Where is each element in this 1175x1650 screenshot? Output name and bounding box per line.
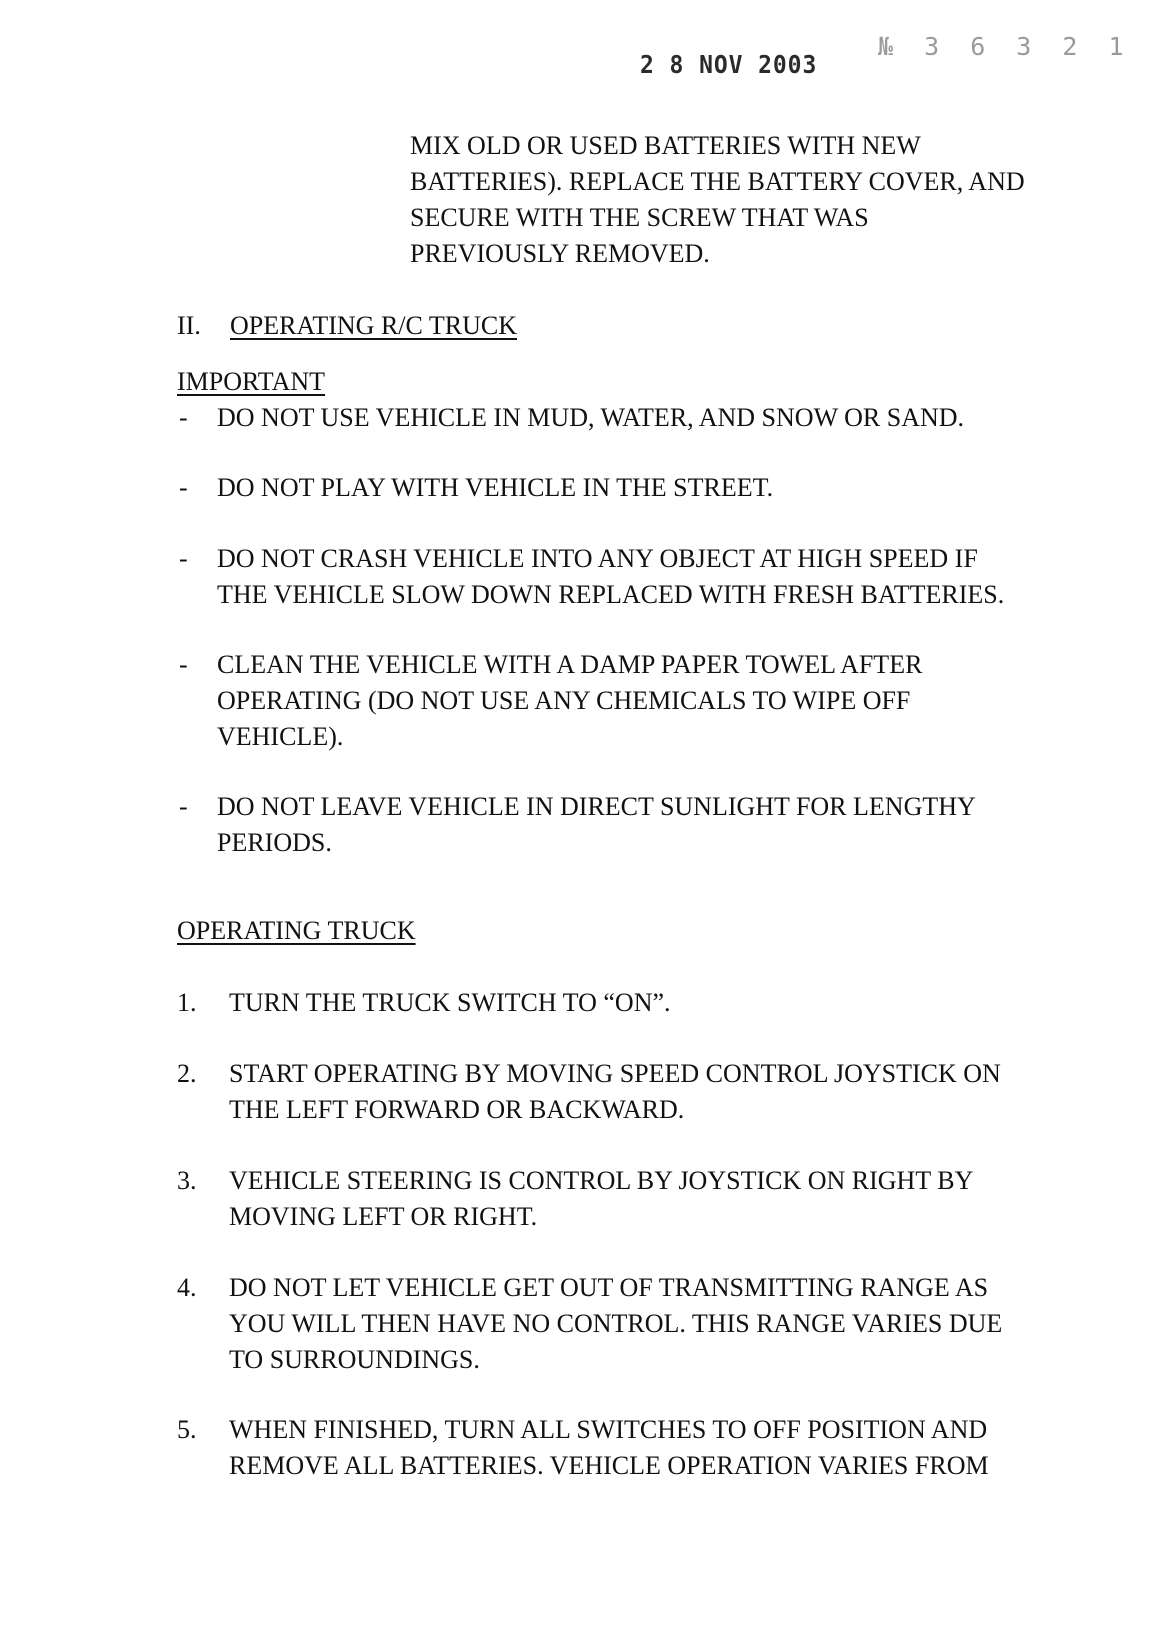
step-number: 5. [177, 1415, 197, 1444]
step-number: 2. [177, 1059, 197, 1088]
bullet-dash: - [179, 650, 188, 679]
continuation-paragraph [410, 128, 1110, 272]
operating-step [177, 1163, 1097, 1235]
bullet-dash: - [179, 403, 188, 432]
step-number: 3. [177, 1166, 197, 1195]
bullet-dash: - [179, 473, 188, 502]
important-item [177, 541, 1077, 613]
bullet-dash: - [179, 792, 188, 821]
item-line: DO NOT LEAVE VEHICLE IN DIRECT SUNLIGHT FOR LENGTHY [217, 792, 976, 821]
item-line: PERIODS. [217, 828, 332, 857]
step-line: REMOVE ALL BATTERIES. VEHICLE OPERATION VARIES FROM [229, 1451, 989, 1480]
important-item [177, 470, 1077, 506]
section-title: OPERATING R/C TRUCK [230, 311, 518, 340]
section-heading [177, 308, 517, 344]
important-item [177, 647, 1077, 755]
item-line: CLEAN THE VEHICLE WITH A DAMP PAPER TOWEL AFTER [217, 650, 923, 679]
paragraph-line: MIX OLD OR USED BATTERIES WITH NEW [410, 131, 921, 160]
step-line: VEHICLE STEERING IS CONTROL BY JOYSTICK ON RIGHT BY [229, 1166, 974, 1195]
bullet-dash: - [179, 544, 188, 573]
section-numeral: II. [177, 311, 201, 340]
item-line: DO NOT CRASH VEHICLE INTO ANY OBJECT AT HIGH SPEED IF [217, 544, 978, 573]
operating-step [177, 985, 1097, 1021]
operating-step [177, 1412, 1097, 1484]
step-line: START OPERATING BY MOVING SPEED CONTROL JOYSTICK ON [229, 1059, 1001, 1088]
important-item [177, 400, 1077, 436]
step-line: TURN THE TRUCK SWITCH TO “ON”. [229, 988, 671, 1017]
important-heading: IMPORTANT [177, 367, 326, 396]
operating-step [177, 1270, 1097, 1378]
step-line: THE LEFT FORWARD OR BACKWARD. [229, 1095, 685, 1124]
operating-step [177, 1056, 1097, 1128]
paragraph-line: SECURE WITH THE SCREW THAT WAS [410, 203, 869, 232]
item-line: DO NOT PLAY WITH VEHICLE IN THE STREET. [217, 473, 774, 502]
step-number: 1. [177, 988, 197, 1017]
item-line: DO NOT USE VEHICLE IN MUD, WATER, AND SNOW OR SAND. [217, 403, 965, 432]
step-number: 4. [177, 1273, 197, 1302]
important-item [177, 789, 1077, 861]
step-line: WHEN FINISHED, TURN ALL SWITCHES TO OFF POSITION AND [229, 1415, 988, 1444]
document-number-stamp: № 3 6 3 2 1 [878, 32, 1132, 61]
step-line: YOU WILL THEN HAVE NO CONTROL. THIS RANGE VARIES DUE [229, 1309, 1003, 1338]
step-line: MOVING LEFT OR RIGHT. [229, 1202, 538, 1231]
paragraph-line: BATTERIES). REPLACE THE BATTERY COVER, AND [410, 167, 1025, 196]
item-line: VEHICLE). [217, 722, 344, 751]
step-line: DO NOT LET VEHICLE GET OUT OF TRANSMITTING RANGE AS [229, 1273, 989, 1302]
step-line: TO SURROUNDINGS. [229, 1345, 480, 1374]
item-line: THE VEHICLE SLOW DOWN REPLACED WITH FRESH BATTERIES. [217, 580, 1005, 609]
operating-truck-heading: OPERATING TRUCK [177, 916, 416, 945]
date-stamp: 2 8 NOV 2003 [640, 50, 818, 79]
paragraph-line: PREVIOUSLY REMOVED. [410, 239, 710, 268]
item-line: OPERATING (DO NOT USE ANY CHEMICALS TO WIPE OFF [217, 686, 911, 715]
